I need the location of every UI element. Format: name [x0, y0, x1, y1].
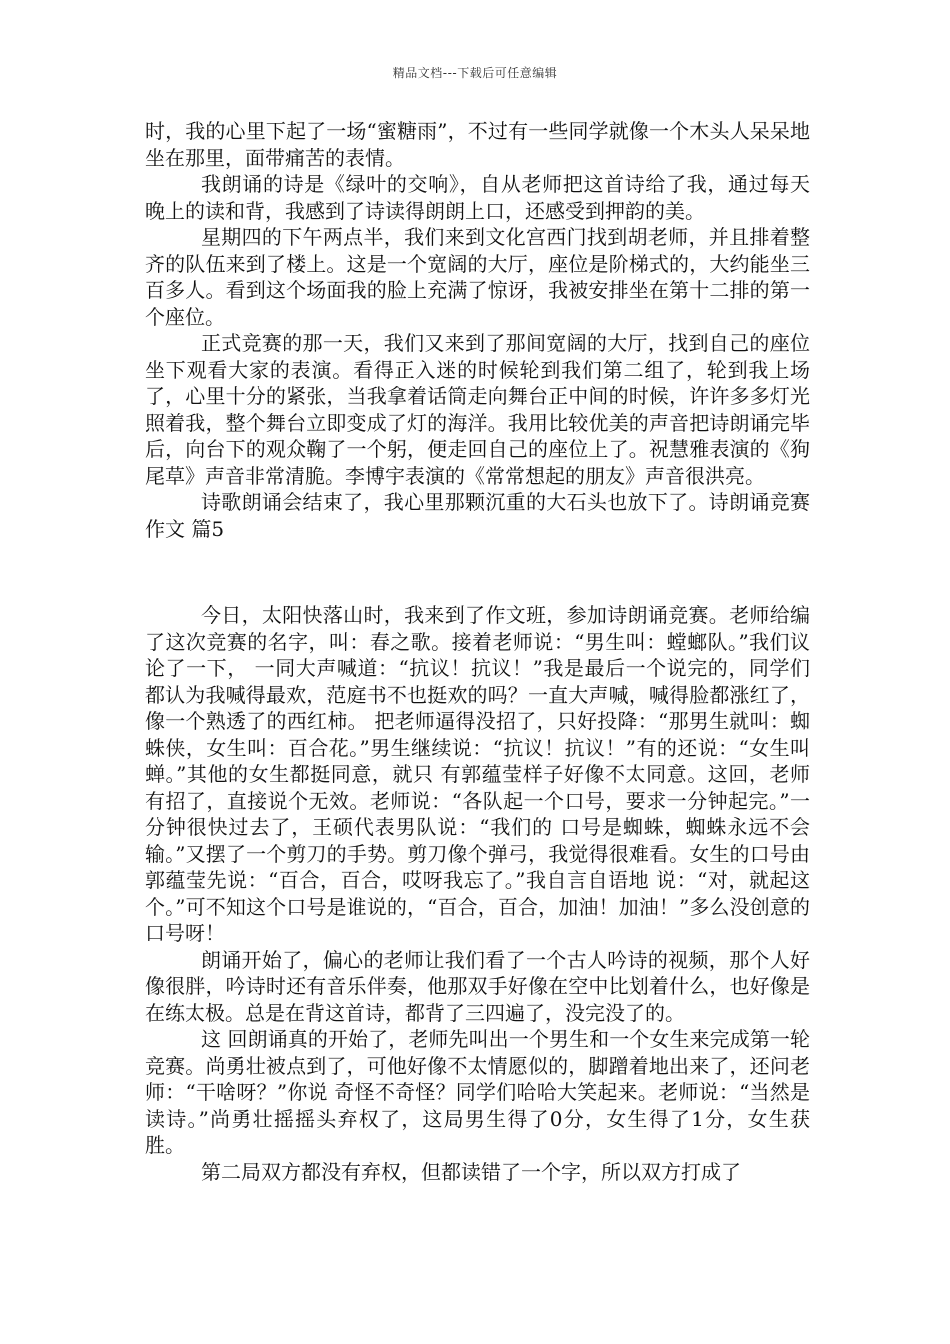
paragraph: 时，我的心里下起了一场“蜜糖雨”，不过有一些同学就像一个木头人呆呆地坐在那里，面带痛苦的表情。	[145, 119, 810, 170]
paragraph: 朗诵开始了，偏心的老师让我们看了一个古人吟诗的视频，那个人好像很胖，吟诗时还有音乐伴奏，他那双手好像在空中比划着什么，也好像是在练太极。总是在背这首诗，都背了三四遍了，没完没了的。	[145, 947, 810, 1025]
paragraph: 今日，太阳快落山时，我来到了作文班，参加诗朗诵竞赛。老师给编了这次竞赛的名字，叫：春之歌。接着老师说：“男生叫：螳螂队。”我们议论了一下， 一同大声喊道：“抗议！抗议！”我是最后一个说完的，同学们都认为我喊得最欢，范庭书不也挺欢的吗？一直大声喊，喊得脸都涨红了，像一个熟透了的西红柿。 把老师逼得没招了，只好投降：“那男生就叫：蜘蛛侠，女生叫：百合花。”男生继续说：“抗议！抗议！”有的还说：“女生叫蝉。”其他的女生都挺同意，就只 有郭蕴莹样子好像不太同意。这回，老师有招了，直接说个无效。老师说：“各队起一个口号，要求一分钟起完。”一分钟很快过去了，王硕代表男队说：“我们的 口号是蜘蛛，蜘蛛永远不会输。”又摆了一个剪刀的手势。剪刀像个弹弓，我觉得很难看。女生的口号由郭蕴莹先说：“百合，百合，哎呀我忘了。”我自言自语地 说：“对，就起这个。”可不知这个口号是谁说的，“百合，百合，加油！加油！”多么没创意的口号呀！	[145, 603, 810, 945]
paragraph: 我朗诵的诗是《绿叶的交响》，自从老师把这首诗给了我，通过每天晚上的读和背，我感到了诗读得朗朗上口，还感受到押韵的美。	[145, 172, 810, 223]
document-body	[145, 118, 810, 1185]
page-header: 精品文档---下载后可任意编辑	[392, 66, 558, 80]
paragraph: 第二局双方都没有弃权，但都读错了一个字，所以双方打成了	[201, 1159, 741, 1184]
paragraph: 这 回朗诵真的开始了，老师先叫出一个男生和一个女生来完成第一轮竞赛。尚勇壮被点到了，可他好像不太情愿似的，脚蹭着地出来了，还问老师：“干啥呀？”你说 奇怪不奇怪？同学们哈哈大笑起来。老师说：“当然是读诗。”尚勇壮摇摇头弃权了，这局男生得了0分，女生得了1分，女生获胜。	[145, 1027, 810, 1157]
paragraph: 正式竞赛的那一天，我们又来到了那间宽阔的大厅，找到自己的座位坐下观看大家的表演。看得正入迷的时候轮到我们第二组了，轮到我上场了，心里十分的紧张，当我拿着话筒走向舞台正中间的时候，许许多多灯光照着我，整个舞台立即变成了灯的海洋。我用比较优美的声音把诗朗诵完毕后，向台下的观众鞠了一个躬，便走回自己的座位上了。祝慧雅表演的《狗尾草》声音非常清脆。李博宇表演的《常常想起的朋友》声音很洪亮。	[145, 331, 810, 488]
section-gap	[145, 542, 810, 602]
paragraph: 星期四的下午两点半，我们来到文化宫西门找到胡老师，并且排着整齐的队伍来到了楼上。这是一个宽阔的大厅，座位是阶梯式的，大约能坐三百多人。看到这个场面我的脸上充满了惊讶，我被安排坐在第十二排的第一个座位。	[145, 225, 810, 329]
paragraph: 诗歌朗诵会结束了，我心里那颗沉重的大石头也放下了。诗朗诵竞赛作文 篇5	[145, 490, 810, 541]
